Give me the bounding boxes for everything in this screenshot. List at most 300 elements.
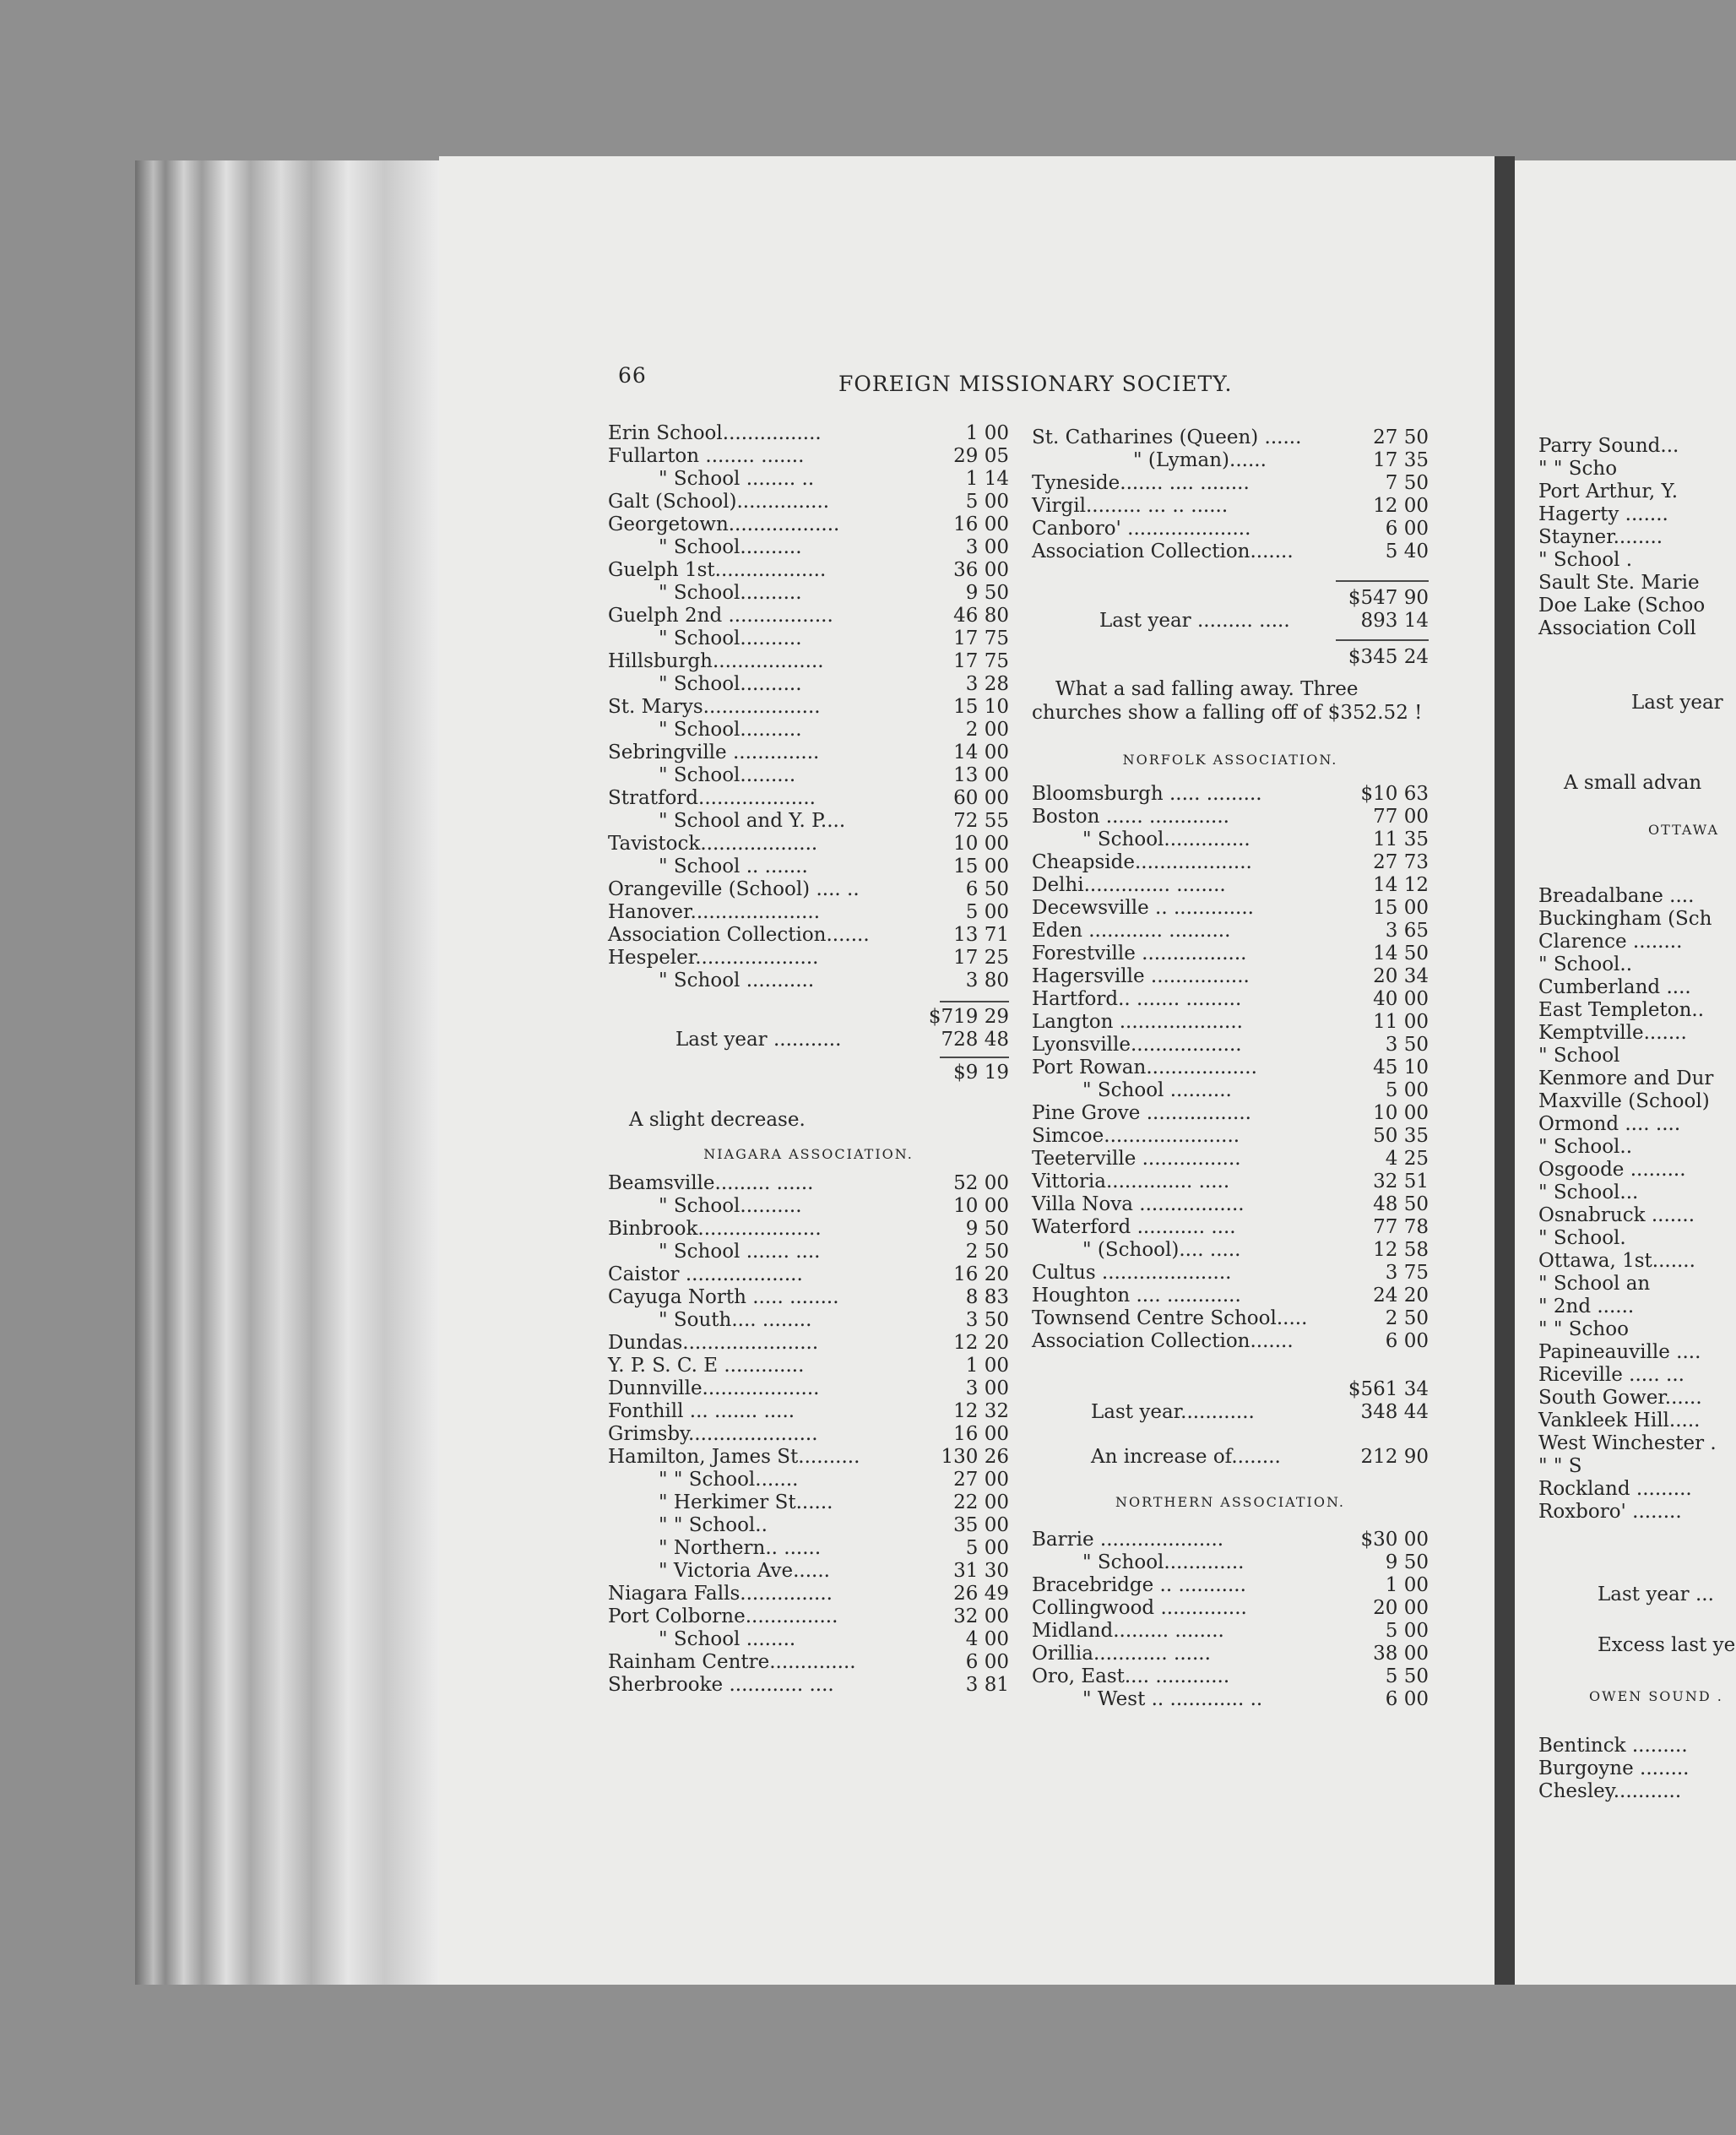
entry-amount: 5 00 [965, 1537, 1009, 1559]
book-gutter [1495, 156, 1515, 1985]
entry-name: Bloomsburgh ..... ......... [1032, 783, 1262, 805]
cropped-entry: Papineauville .... [1538, 1341, 1701, 1363]
entry-name: Simcoe...................... [1032, 1125, 1240, 1147]
entry-name: Binbrook.................... [608, 1218, 822, 1240]
entry-amount: 15 00 [1373, 897, 1429, 919]
page-number: 66 [618, 363, 647, 388]
last-year [1032, 610, 1429, 633]
remark: A small advan [1564, 772, 1702, 794]
huron-row [608, 810, 1009, 833]
niagara-row [608, 1263, 1009, 1286]
huron-row [608, 605, 1009, 627]
norfolk-row [1032, 1307, 1429, 1330]
cropped-entry: Kemptville....... [1538, 1022, 1687, 1044]
total-amount: $719 29 [928, 1006, 1009, 1028]
niagara-row [608, 1355, 1009, 1377]
norfolk-row [1032, 943, 1429, 965]
cropped-entry: Stayner........ [1538, 526, 1663, 548]
total-amount: $547 90 [1348, 587, 1429, 609]
entry-amount: 4 25 [1385, 1148, 1429, 1170]
entry-name: Boston ...... ............. [1032, 806, 1229, 828]
cropped-entry: Sault Ste. Marie [1538, 572, 1700, 594]
entry-name: Grimsby..................... [608, 1423, 818, 1445]
cropped-entry: Doe Lake (Schoo [1538, 595, 1706, 617]
entry-amount: 10 00 [953, 833, 1009, 855]
column-middle [1032, 426, 1429, 1761]
entry-amount: 3 00 [965, 536, 1009, 558]
total-rule [940, 1001, 1009, 1002]
norfolk-row [1032, 1193, 1429, 1216]
entry-name: Hillsburgh.................. [608, 650, 824, 672]
northern-row [1032, 1551, 1429, 1574]
entry-amount: 24 20 [1373, 1285, 1429, 1307]
entry-name: Guelph 2nd ................. [608, 605, 833, 627]
entry-amount: 14 50 [1373, 943, 1429, 964]
total-rule [940, 1057, 1009, 1058]
northern-row [1032, 1597, 1429, 1620]
cropped-entry: " School.. [1538, 1136, 1633, 1158]
entry-name: Erin School................ [608, 422, 822, 444]
last-year-label: Last year ... [1598, 1584, 1714, 1605]
total [1032, 587, 1429, 610]
difference [608, 1062, 1009, 1084]
cropped-entry: Osnabruck ....... [1538, 1204, 1695, 1226]
entry-name: Forestville ................. [1032, 943, 1247, 964]
section-heading-niagara: NIAGARA ASSOCIATION. [703, 1146, 914, 1162]
niagara-row [608, 1241, 1009, 1263]
entry-amount: 3 28 [965, 673, 1009, 695]
entry-name: Oro, East.... ............ [1032, 1665, 1230, 1687]
entry-amount: 27 50 [1373, 426, 1429, 448]
entry-amount: 4 00 [965, 1628, 1009, 1650]
column-right-cropped [1538, 435, 1736, 1802]
entry-name: " School .. ....... [659, 856, 808, 877]
entry-amount: 13 00 [953, 764, 1009, 786]
entry-amount: 5 50 [1385, 1665, 1429, 1687]
last-year [1032, 1401, 1429, 1424]
entry-amount: 17 25 [953, 947, 1009, 969]
entry-name: Langton .................... [1032, 1011, 1243, 1033]
entry-amount: 32 51 [1373, 1171, 1429, 1192]
entry-amount: 15 10 [953, 696, 1009, 718]
entry-name: Cheapside................... [1032, 851, 1252, 873]
entry-amount: 14 12 [1373, 874, 1429, 896]
norfolk-row [1032, 1262, 1429, 1285]
entry-name: Tyneside....... .... ........ [1032, 472, 1250, 494]
last-year-label: Last year ........... [675, 1029, 842, 1051]
entry-amount: 3 75 [1385, 1262, 1429, 1284]
entry-name: " (Lyman)...... [1133, 449, 1267, 471]
entry-name: Vittoria.............. ..... [1032, 1171, 1230, 1192]
cropped-entry: " School. [1538, 1227, 1626, 1249]
northern-row [1032, 1529, 1429, 1551]
cropped-entry: Kenmore and Dur [1538, 1068, 1714, 1089]
entry-name: Hespeler.................... [608, 947, 819, 969]
entry-amount: 2 50 [965, 1241, 1009, 1263]
entry-name: " (School).... ..... [1082, 1239, 1241, 1261]
entry-name: Virgil......... ... .. ...... [1032, 495, 1229, 517]
norfolk-row [1032, 1034, 1429, 1057]
entry-name: " School.............. [1082, 828, 1250, 850]
section-heading-ottawa: OTTAWA [1648, 822, 1719, 838]
entry-amount: 1 00 [965, 1355, 1009, 1377]
difference [1032, 646, 1429, 669]
cropped-entry: West Winchester . [1538, 1432, 1717, 1454]
section-heading-norfolk: NORFOLK ASSOCIATION. [1122, 752, 1338, 768]
niagara-cont-row [1032, 518, 1429, 541]
entry-name: " School ........ [659, 1628, 796, 1650]
entry-name: " School ....... .... [659, 1241, 821, 1263]
cropped-entry: Vankleek Hill..... [1538, 1410, 1701, 1431]
increase-label: An increase of........ [1091, 1446, 1281, 1468]
cropped-entry: Burgoyne ........ [1538, 1757, 1690, 1779]
norfolk-row [1032, 1216, 1429, 1239]
huron-row [608, 719, 1009, 742]
last-year-label: Last year ......... ..... [1099, 610, 1290, 632]
entry-amount: 6 00 [965, 1651, 1009, 1673]
total-amount: $561 34 [1348, 1378, 1429, 1400]
cropped-entry: Bentinck ......... [1538, 1735, 1688, 1757]
entry-amount: 6 00 [1385, 1688, 1429, 1710]
entry-amount: 32 00 [953, 1605, 1009, 1627]
entry-name: Port Rowan.................. [1032, 1057, 1257, 1078]
niagara-row [608, 1674, 1009, 1697]
entry-name: " South.... ........ [659, 1309, 812, 1331]
entry-amount: 10 00 [1373, 1102, 1429, 1124]
book-page-edges [135, 160, 439, 1985]
entry-amount: 3 80 [965, 970, 1009, 991]
cropped-entry: Association Coll [1538, 617, 1696, 639]
entry-name: Galt (School)............... [608, 491, 830, 513]
huron-row [608, 673, 1009, 696]
entry-amount: 3 65 [1385, 920, 1429, 942]
entry-amount: 11 35 [1373, 828, 1429, 850]
huron-row [608, 947, 1009, 970]
entry-amount: 35 00 [953, 1514, 1009, 1536]
remark-line: What a sad falling away. Three [1055, 678, 1359, 700]
entry-name: Hanover..................... [608, 901, 821, 923]
entry-name: Bracebridge .. ........... [1032, 1574, 1246, 1596]
entry-amount: 1 00 [1385, 1574, 1429, 1596]
entry-name: Pine Grove ................. [1032, 1102, 1251, 1124]
cropped-entry: East Templeton.. [1538, 999, 1705, 1021]
entry-name: " Victoria Ave...... [659, 1560, 830, 1582]
cropped-entry: " School [1538, 1045, 1620, 1067]
entry-name: " School......... [659, 764, 796, 786]
entry-name: " School.......... [659, 536, 802, 558]
entry-name: Hartford.. ....... ......... [1032, 988, 1242, 1010]
niagara-row [608, 1400, 1009, 1423]
niagara-row [608, 1377, 1009, 1400]
entry-name: " School ........ .. [659, 468, 815, 490]
entry-amount: 40 00 [1373, 988, 1429, 1010]
entry-amount: 27 73 [1373, 851, 1429, 873]
entry-amount: 9 50 [965, 582, 1009, 604]
niagara-row [608, 1423, 1009, 1446]
cropped-entry: Port Arthur, Y. [1538, 481, 1679, 503]
cropped-entry: Chesley........... [1538, 1780, 1682, 1802]
entry-amount: 6 00 [1385, 1330, 1429, 1352]
cropped-entry: Roxboro' ........ [1538, 1501, 1682, 1523]
norfolk-row [1032, 1148, 1429, 1171]
huron-row [608, 536, 1009, 559]
cropped-entry: Riceville ..... ... [1538, 1364, 1684, 1386]
entry-amount: $30 00 [1360, 1529, 1429, 1551]
entry-name: Decewsville .. ............. [1032, 897, 1254, 919]
entry-amount: 1 00 [965, 422, 1009, 444]
entry-name: Guelph 1st.................. [608, 559, 827, 581]
entry-amount: 38 00 [1373, 1643, 1429, 1665]
norfolk-row [1032, 897, 1429, 920]
huron-row [608, 491, 1009, 513]
entry-amount: 5 00 [965, 491, 1009, 513]
entry-name: Hagersville ................ [1032, 965, 1250, 987]
huron-row [608, 696, 1009, 719]
niagara-row [608, 1514, 1009, 1537]
cropped-entry: Cumberland .... [1538, 976, 1691, 998]
section-heading-northern: NORTHERN ASSOCIATION. [1115, 1494, 1346, 1510]
entry-amount: 22 00 [953, 1491, 1009, 1513]
last-year [608, 1029, 1009, 1051]
entry-amount: 12 20 [953, 1332, 1009, 1354]
niagara-row [608, 1309, 1009, 1332]
entry-name: Association Collection....... [1032, 541, 1294, 562]
entry-name: Port Colborne............... [608, 1605, 838, 1627]
huron-row [608, 901, 1009, 924]
last-year-amount: 348 44 [1360, 1401, 1429, 1423]
entry-name: St. Marys................... [608, 696, 821, 718]
entry-amount: 36 00 [953, 559, 1009, 581]
entry-amount: 8 83 [965, 1286, 1009, 1308]
entry-amount: 5 00 [965, 901, 1009, 923]
norfolk-row [1032, 1285, 1429, 1307]
entry-amount: 5 00 [1385, 1079, 1429, 1101]
entry-amount: 20 00 [1373, 1597, 1429, 1619]
increase-amount: 212 90 [1360, 1446, 1429, 1468]
entry-name: " School.......... [659, 627, 802, 649]
niagara-row [608, 1469, 1009, 1491]
entry-name: Caistor ................... [608, 1263, 803, 1285]
northern-row [1032, 1688, 1429, 1711]
entry-amount: 15 00 [953, 856, 1009, 877]
niagara-row [608, 1218, 1009, 1241]
huron-row [608, 445, 1009, 468]
entry-amount: 9 50 [965, 1218, 1009, 1240]
huron-row [608, 742, 1009, 764]
huron-row [608, 513, 1009, 536]
last-year-amount: 893 14 [1360, 610, 1429, 632]
niagara-cont-row [1032, 472, 1429, 495]
northern-row [1032, 1665, 1429, 1688]
huron-row [608, 764, 1009, 787]
last-year-amount: 728 48 [941, 1029, 1009, 1051]
entry-amount: 12 32 [953, 1400, 1009, 1422]
entry-amount: $10 63 [1360, 783, 1429, 805]
niagara-row [608, 1537, 1009, 1560]
entry-name: Houghton .... ............ [1032, 1285, 1241, 1307]
entry-amount: 26 49 [953, 1583, 1009, 1605]
niagara-row [608, 1195, 1009, 1218]
entry-amount: 77 78 [1373, 1216, 1429, 1238]
huron-row [608, 582, 1009, 605]
entry-amount: 2 50 [1385, 1307, 1429, 1329]
entry-name: Villa Nova ................. [1032, 1193, 1245, 1215]
entry-amount: 27 00 [953, 1469, 1009, 1491]
entry-name: St. Catharines (Queen) ...... [1032, 426, 1302, 448]
entry-name: Beamsville......... ...... [608, 1172, 814, 1194]
entry-name: Canboro' .................... [1032, 518, 1251, 540]
entry-name: " " School.. [659, 1514, 768, 1536]
entry-name: Orillia............ ...... [1032, 1643, 1211, 1665]
entry-amount: 3 50 [1385, 1034, 1429, 1056]
niagara-row [608, 1172, 1009, 1195]
entry-amount: 48 50 [1373, 1193, 1429, 1215]
entry-name: Georgetown.................. [608, 513, 840, 535]
cropped-entry: " " Schoo [1538, 1318, 1629, 1340]
entry-name: " School.......... [659, 673, 802, 695]
entry-amount: 7 50 [1385, 472, 1429, 494]
entry-amount: 16 00 [953, 513, 1009, 535]
entry-name: " Northern.. ...... [659, 1537, 822, 1559]
huron-row [608, 559, 1009, 582]
niagara-row [608, 1446, 1009, 1469]
northern-row [1032, 1643, 1429, 1665]
entry-amount: 52 00 [953, 1172, 1009, 1194]
entry-name: Midland......... ........ [1032, 1620, 1224, 1642]
entry-name: " School.......... [659, 719, 802, 741]
niagara-cont-row [1032, 495, 1429, 518]
entry-amount: 12 00 [1373, 495, 1429, 517]
page-title: FOREIGN MISSIONARY SOCIETY. [838, 372, 1233, 396]
norfolk-row [1032, 874, 1429, 897]
niagara-row [608, 1286, 1009, 1309]
entry-name: " School ........... [659, 970, 815, 991]
total [1032, 1378, 1429, 1401]
cropped-entry: " School . [1538, 549, 1633, 571]
entry-amount: 29 05 [953, 445, 1009, 467]
entry-name: " Herkimer St...... [659, 1491, 833, 1513]
cropped-entry: " School.. [1538, 953, 1633, 975]
entry-amount: 77 00 [1373, 806, 1429, 828]
entry-name: " School.......... [659, 1195, 802, 1217]
cropped-entry: Ormond .... .... [1538, 1113, 1681, 1135]
entry-name: Hamilton, James St.......... [608, 1446, 860, 1468]
norfolk-row [1032, 783, 1429, 806]
entry-amount: 3 50 [965, 1309, 1009, 1331]
niagara-row [608, 1651, 1009, 1674]
entry-amount: 5 40 [1385, 541, 1429, 562]
entry-name: " School............. [1082, 1551, 1245, 1573]
entry-name: " " School....... [659, 1469, 799, 1491]
huron-row [608, 787, 1009, 810]
cropped-entry: Breadalbane .... [1538, 885, 1695, 907]
norfolk-row [1032, 1171, 1429, 1193]
entry-amount: 17 35 [1373, 449, 1429, 471]
niagara-row [608, 1491, 1009, 1514]
niagara-cont-row [1032, 426, 1429, 449]
entry-name: Townsend Centre School..... [1032, 1307, 1308, 1329]
entry-amount: 3 81 [965, 1674, 1009, 1696]
entry-name: Stratford................... [608, 787, 816, 809]
entry-name: Cayuga North ..... ........ [608, 1286, 839, 1308]
huron-row [608, 468, 1009, 491]
entry-amount: 45 10 [1373, 1057, 1429, 1078]
cropped-entry: Rockland ......... [1538, 1478, 1692, 1500]
entry-amount: 14 00 [953, 742, 1009, 763]
entry-name: Fullarton ........ ....... [608, 445, 805, 467]
norfolk-row [1032, 1330, 1429, 1353]
cropped-entry: " 2nd ...... [1538, 1296, 1635, 1317]
entry-amount: 130 26 [941, 1446, 1009, 1468]
entry-name: Association Collection....... [608, 924, 870, 946]
entry-amount: 12 58 [1373, 1239, 1429, 1261]
entry-name: Sebringville .............. [608, 742, 820, 763]
niagara-row [608, 1583, 1009, 1605]
section-heading-owen-sound: OWEN SOUND . [1589, 1688, 1723, 1704]
total-rule [1336, 580, 1429, 582]
cropped-entry: South Gower...... [1538, 1387, 1702, 1409]
entry-name: Orangeville (School) .... .. [608, 878, 860, 900]
entry-amount: 72 55 [953, 810, 1009, 832]
entry-name: Sherbrooke ............ .... [608, 1674, 834, 1696]
cropped-entry: Osgoode ......... [1538, 1159, 1686, 1181]
norfolk-row [1032, 920, 1429, 943]
entry-name: Tavistock................... [608, 833, 818, 855]
niagara-cont-row [1032, 541, 1429, 563]
entry-name: Lyonsville.................. [1032, 1034, 1242, 1056]
niagara-row [608, 1332, 1009, 1355]
entry-amount: 13 71 [953, 924, 1009, 946]
entry-name: Cultus ..................... [1032, 1262, 1232, 1284]
northern-row [1032, 1574, 1429, 1597]
northern-row [1032, 1620, 1429, 1643]
huron-row [608, 627, 1009, 650]
cropped-entry: " School... [1538, 1182, 1639, 1203]
entry-name: Dunnville................... [608, 1377, 820, 1399]
entry-name: " School and Y. P.... [659, 810, 846, 832]
cropped-entry: " " Scho [1538, 458, 1618, 480]
niagara-row [608, 1560, 1009, 1583]
norfolk-row [1032, 851, 1429, 874]
entry-amount: 31 30 [953, 1560, 1009, 1582]
entry-amount: 9 50 [1385, 1551, 1429, 1573]
norfolk-row [1032, 1125, 1429, 1148]
entry-amount: 2 00 [965, 719, 1009, 741]
entry-name: " School.......... [659, 582, 802, 604]
entry-name: Dundas...................... [608, 1332, 819, 1354]
entry-amount: 20 34 [1373, 965, 1429, 987]
norfolk-row [1032, 1102, 1429, 1125]
entry-amount: 3 00 [965, 1377, 1009, 1399]
entry-amount: 10 00 [953, 1195, 1009, 1217]
entry-name: Rainham Centre.............. [608, 1651, 856, 1673]
last-year-label: Last year [1631, 692, 1723, 714]
cropped-entry: Clarence ........ [1538, 931, 1683, 953]
entry-name: Association Collection....... [1032, 1330, 1294, 1352]
entry-amount: 17 75 [953, 627, 1009, 649]
entry-amount: 17 75 [953, 650, 1009, 672]
norfolk-row [1032, 1057, 1429, 1079]
huron-row [608, 833, 1009, 856]
niagara-cont-row [1032, 449, 1429, 472]
entry-amount: 6 00 [1385, 518, 1429, 540]
entry-name: Fonthill ... ....... ..... [608, 1400, 795, 1422]
cropped-entry: Buckingham (Sch [1538, 908, 1712, 930]
niagara-row [608, 1605, 1009, 1628]
entry-amount: 46 80 [953, 605, 1009, 627]
niagara-row [608, 1628, 1009, 1651]
entry-name: Collingwood .............. [1032, 1597, 1247, 1619]
